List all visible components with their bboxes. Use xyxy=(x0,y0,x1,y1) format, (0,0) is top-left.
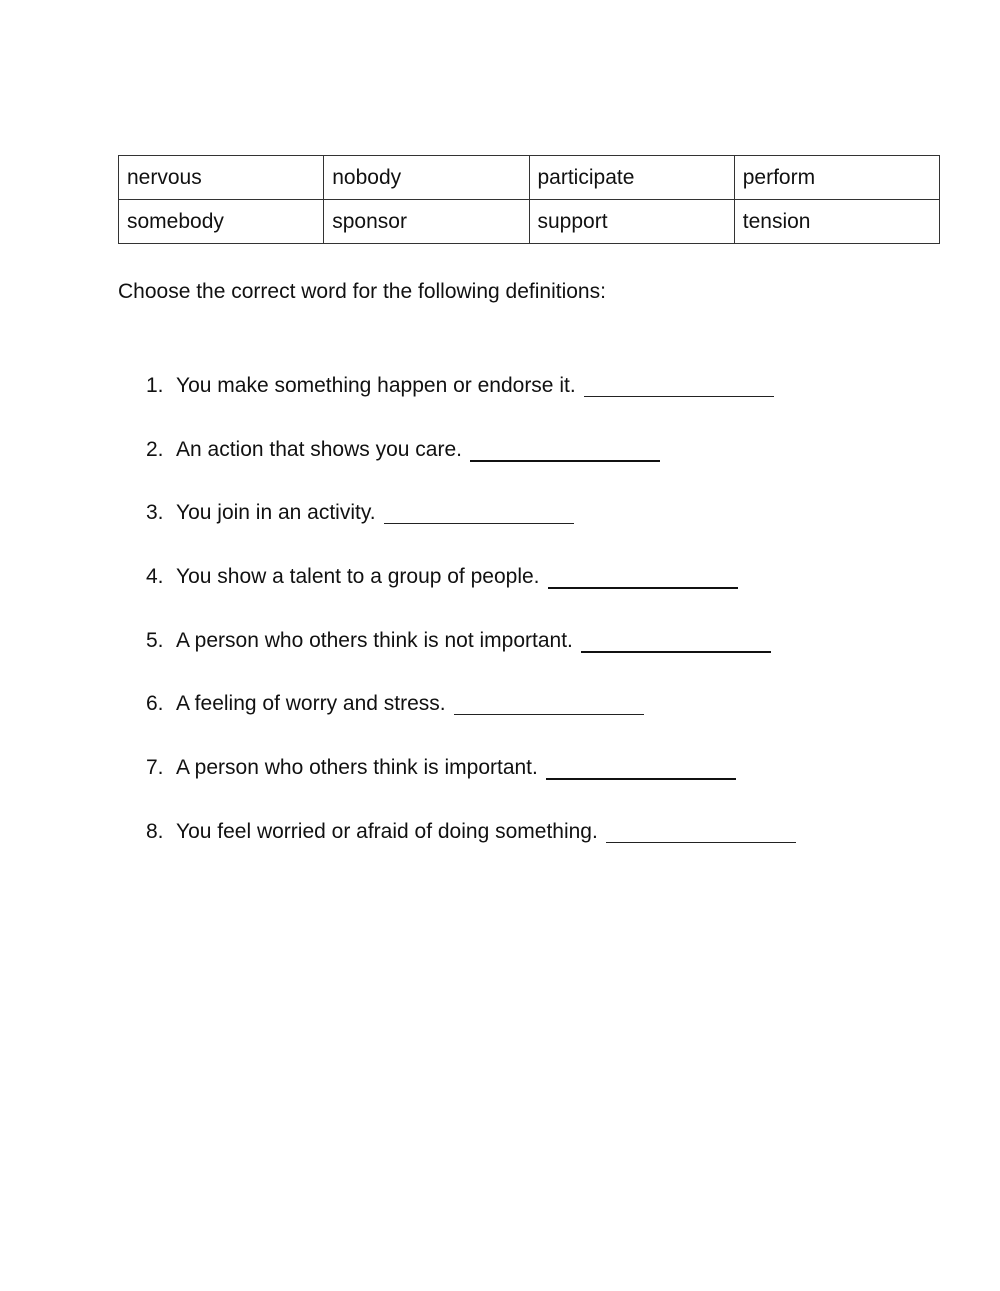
answer-blank[interactable] xyxy=(470,438,660,462)
question-text: You show a talent to a group of people. xyxy=(176,565,540,589)
question-text: You feel worried or afraid of doing something. xyxy=(176,819,598,843)
answer-blank[interactable] xyxy=(606,820,796,843)
answer-blank[interactable] xyxy=(584,374,774,397)
question-number: 7. xyxy=(146,756,164,780)
answer-blank[interactable] xyxy=(384,501,574,524)
question-number: 1. xyxy=(146,374,164,397)
word-bank-cell: tension xyxy=(734,200,939,244)
question-item xyxy=(146,501,796,565)
answer-blank[interactable] xyxy=(548,565,738,589)
question-list xyxy=(146,374,796,884)
word-bank-cell: perform xyxy=(734,156,939,200)
question-item xyxy=(146,438,796,502)
question-text: An action that shows you care. xyxy=(176,437,462,461)
question-number: 6. xyxy=(146,692,164,716)
word-bank-cell: somebody xyxy=(119,200,324,244)
question-number: 3. xyxy=(146,501,164,525)
question-item xyxy=(146,565,796,629)
answer-blank[interactable] xyxy=(581,629,771,653)
question-text: A person who others think is not important. xyxy=(176,628,573,652)
question-number: 8. xyxy=(146,819,164,843)
question-item xyxy=(146,374,796,438)
question-text: A feeling of worry and stress. xyxy=(176,692,446,716)
question-number: 4. xyxy=(146,565,164,589)
word-bank-cell: nervous xyxy=(119,156,324,200)
question-item xyxy=(146,756,796,820)
question-text: You join in an activity. xyxy=(176,501,376,525)
instruction-text: Choose the correct word for the following definitions: xyxy=(118,280,606,303)
question-number: 5. xyxy=(146,628,164,652)
question-item xyxy=(146,820,796,884)
question-item xyxy=(146,692,796,756)
word-bank-row xyxy=(119,200,940,244)
word-bank-cell: sponsor xyxy=(324,200,529,244)
question-text: You make something happen or endorse it. xyxy=(176,374,576,397)
word-bank-cell: nobody xyxy=(324,156,529,200)
answer-blank[interactable] xyxy=(454,692,644,715)
word-bank-cell: support xyxy=(529,200,734,244)
word-bank-row xyxy=(119,156,940,200)
answer-blank[interactable] xyxy=(546,756,736,780)
question-number: 2. xyxy=(146,437,164,461)
question-item xyxy=(146,629,796,693)
word-bank-cell: participate xyxy=(529,156,734,200)
question-text: A person who others think is important. xyxy=(176,756,538,780)
word-bank-table xyxy=(118,155,940,244)
